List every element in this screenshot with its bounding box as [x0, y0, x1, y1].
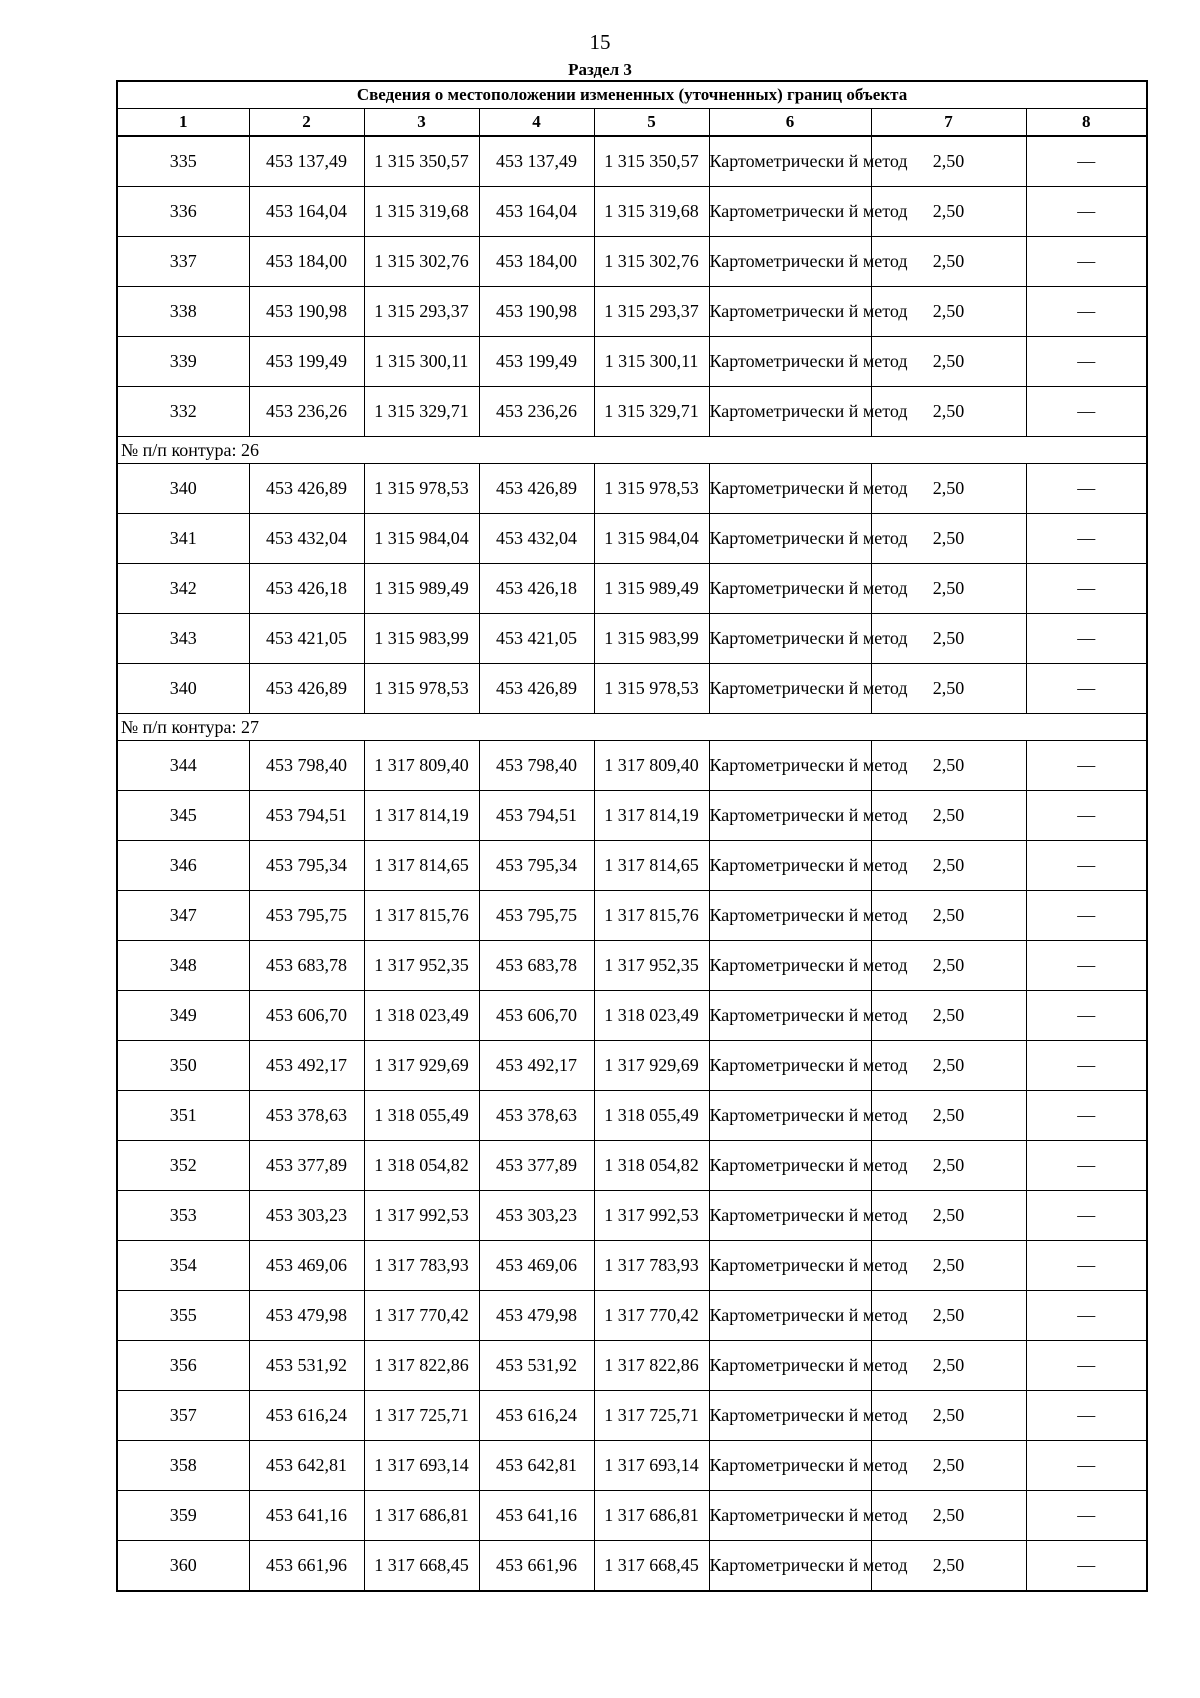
- x-coord-cell: 453 377,89: [249, 1141, 364, 1191]
- x-coord-cell: 453 378,63: [249, 1091, 364, 1141]
- description-cell: —: [1026, 387, 1147, 437]
- point-number-cell: 335: [117, 136, 249, 187]
- contour-separator-row: [117, 714, 1147, 741]
- table-row: [117, 464, 1147, 514]
- y-coord-cell: 1 315 978,53: [364, 464, 479, 514]
- point-number-cell: 357: [117, 1391, 249, 1441]
- method-cell: Картометрически й метод: [709, 187, 871, 237]
- y-coord-new-cell: 1 318 054,82: [594, 1141, 709, 1191]
- point-number-cell: 336: [117, 187, 249, 237]
- table-row: [117, 1091, 1147, 1141]
- x-coord-cell: 453 683,78: [249, 941, 364, 991]
- description-cell: —: [1026, 287, 1147, 337]
- table-row: [117, 614, 1147, 664]
- x-coord-cell: 453 421,05: [249, 614, 364, 664]
- y-coord-cell: 1 317 686,81: [364, 1491, 479, 1541]
- x-coord-new-cell: 453 199,49: [479, 337, 594, 387]
- description-cell: —: [1026, 941, 1147, 991]
- method-cell: Картометрически й метод: [709, 1291, 871, 1341]
- method-cell: Картометрически й метод: [709, 1041, 871, 1091]
- table-row: [117, 1291, 1147, 1341]
- description-cell: —: [1026, 1191, 1147, 1241]
- y-coord-new-cell: 1 315 983,99: [594, 614, 709, 664]
- y-coord-new-cell: 1 317 809,40: [594, 741, 709, 791]
- method-cell: Картометрически й метод: [709, 791, 871, 841]
- point-number-cell: 351: [117, 1091, 249, 1141]
- y-coord-cell: 1 317 693,14: [364, 1441, 479, 1491]
- column-header: 7: [871, 109, 1026, 137]
- x-coord-cell: 453 469,06: [249, 1241, 364, 1291]
- column-header: 3: [364, 109, 479, 137]
- column-header: 2: [249, 109, 364, 137]
- point-number-cell: 345: [117, 791, 249, 841]
- y-coord-new-cell: 1 315 989,49: [594, 564, 709, 614]
- method-cell: Картометрически й метод: [709, 741, 871, 791]
- x-coord-cell: 453 479,98: [249, 1291, 364, 1341]
- point-number-cell: 359: [117, 1491, 249, 1541]
- description-cell: —: [1026, 1141, 1147, 1191]
- point-number-cell: 347: [117, 891, 249, 941]
- y-coord-new-cell: 1 318 023,49: [594, 991, 709, 1041]
- point-number-cell: 360: [117, 1541, 249, 1592]
- x-coord-cell: 453 492,17: [249, 1041, 364, 1091]
- accuracy-cell: 2,50: [871, 1541, 1026, 1592]
- method-cell: Картометрически й метод: [709, 664, 871, 714]
- table-row: [117, 337, 1147, 387]
- x-coord-cell: 453 184,00: [249, 237, 364, 287]
- x-coord-new-cell: 453 683,78: [479, 941, 594, 991]
- y-coord-cell: 1 315 989,49: [364, 564, 479, 614]
- accuracy-cell: 2,50: [871, 1091, 1026, 1141]
- accuracy-cell: 2,50: [871, 1291, 1026, 1341]
- point-number-cell: 338: [117, 287, 249, 337]
- point-number-cell: 332: [117, 387, 249, 437]
- y-coord-cell: 1 317 814,19: [364, 791, 479, 841]
- method-cell: Картометрически й метод: [709, 337, 871, 387]
- y-coord-cell: 1 317 809,40: [364, 741, 479, 791]
- table-row: [117, 1391, 1147, 1441]
- x-coord-cell: 453 190,98: [249, 287, 364, 337]
- x-coord-cell: 453 606,70: [249, 991, 364, 1041]
- x-coord-cell: 453 303,23: [249, 1191, 364, 1241]
- column-header-row: [117, 109, 1147, 137]
- point-number-cell: 342: [117, 564, 249, 614]
- method-cell: Картометрически й метод: [709, 564, 871, 614]
- point-number-cell: 339: [117, 337, 249, 387]
- point-number-cell: 340: [117, 664, 249, 714]
- accuracy-cell: 2,50: [871, 741, 1026, 791]
- y-coord-cell: 1 318 054,82: [364, 1141, 479, 1191]
- method-cell: Картометрически й метод: [709, 1241, 871, 1291]
- x-coord-cell: 453 798,40: [249, 741, 364, 791]
- accuracy-cell: 2,50: [871, 387, 1026, 437]
- description-cell: —: [1026, 741, 1147, 791]
- x-coord-cell: 453 137,49: [249, 136, 364, 187]
- x-coord-new-cell: 453 426,18: [479, 564, 594, 614]
- y-coord-new-cell: 1 317 822,86: [594, 1341, 709, 1391]
- y-coord-new-cell: 1 317 725,71: [594, 1391, 709, 1441]
- y-coord-cell: 1 315 293,37: [364, 287, 479, 337]
- table-row: [117, 287, 1147, 337]
- x-coord-cell: 453 616,24: [249, 1391, 364, 1441]
- method-cell: Картометрически й метод: [709, 841, 871, 891]
- y-coord-new-cell: 1 315 293,37: [594, 287, 709, 337]
- y-coord-cell: 1 315 983,99: [364, 614, 479, 664]
- method-cell: Картометрически й метод: [709, 1441, 871, 1491]
- column-header: 8: [1026, 109, 1147, 137]
- y-coord-new-cell: 1 315 984,04: [594, 514, 709, 564]
- table-row: [117, 891, 1147, 941]
- method-cell: Картометрически й метод: [709, 1091, 871, 1141]
- x-coord-cell: 453 531,92: [249, 1341, 364, 1391]
- description-cell: —: [1026, 514, 1147, 564]
- accuracy-cell: 2,50: [871, 1191, 1026, 1241]
- accuracy-cell: 2,50: [871, 136, 1026, 187]
- table-row: [117, 1441, 1147, 1491]
- y-coord-new-cell: 1 317 929,69: [594, 1041, 709, 1091]
- x-coord-cell: 453 795,34: [249, 841, 364, 891]
- column-header: 5: [594, 109, 709, 137]
- x-coord-new-cell: 453 469,06: [479, 1241, 594, 1291]
- accuracy-cell: 2,50: [871, 941, 1026, 991]
- accuracy-cell: 2,50: [871, 791, 1026, 841]
- page-number: 15: [589, 30, 611, 54]
- x-coord-new-cell: 453 616,24: [479, 1391, 594, 1441]
- accuracy-cell: 2,50: [871, 564, 1026, 614]
- description-cell: —: [1026, 991, 1147, 1041]
- accuracy-cell: 2,50: [871, 237, 1026, 287]
- y-coord-cell: 1 317 929,69: [364, 1041, 479, 1091]
- x-coord-cell: 453 426,89: [249, 664, 364, 714]
- description-cell: —: [1026, 464, 1147, 514]
- description-cell: —: [1026, 337, 1147, 387]
- point-number-cell: 341: [117, 514, 249, 564]
- x-coord-cell: 453 426,89: [249, 464, 364, 514]
- x-coord-cell: 453 164,04: [249, 187, 364, 237]
- y-coord-cell: 1 315 319,68: [364, 187, 479, 237]
- y-coord-cell: 1 315 302,76: [364, 237, 479, 287]
- method-cell: Картометрически й метод: [709, 1541, 871, 1592]
- contour-separator-row: [117, 437, 1147, 464]
- contour-label: № п/п контура: 26: [117, 437, 1147, 464]
- point-number-cell: 356: [117, 1341, 249, 1391]
- point-number-cell: 344: [117, 741, 249, 791]
- y-coord-new-cell: 1 318 055,49: [594, 1091, 709, 1141]
- x-coord-cell: 453 432,04: [249, 514, 364, 564]
- section-title: Раздел 3: [568, 60, 632, 79]
- method-cell: Картометрически й метод: [709, 1341, 871, 1391]
- y-coord-cell: 1 317 814,65: [364, 841, 479, 891]
- x-coord-new-cell: 453 531,92: [479, 1341, 594, 1391]
- x-coord-cell: 453 199,49: [249, 337, 364, 387]
- table-row: [117, 664, 1147, 714]
- description-cell: —: [1026, 1291, 1147, 1341]
- x-coord-cell: 453 642,81: [249, 1441, 364, 1491]
- table-body: [117, 136, 1147, 1591]
- y-coord-new-cell: 1 315 350,57: [594, 136, 709, 187]
- y-coord-new-cell: 1 315 300,11: [594, 337, 709, 387]
- boundary-coordinates-table: [116, 80, 1148, 1592]
- table-row: [117, 841, 1147, 891]
- description-cell: —: [1026, 1241, 1147, 1291]
- x-coord-new-cell: 453 421,05: [479, 614, 594, 664]
- accuracy-cell: 2,50: [871, 337, 1026, 387]
- method-cell: Картометрически й метод: [709, 991, 871, 1041]
- description-cell: —: [1026, 187, 1147, 237]
- point-number-cell: 358: [117, 1441, 249, 1491]
- description-cell: —: [1026, 664, 1147, 714]
- contour-label: № п/п контура: 27: [117, 714, 1147, 741]
- method-cell: Картометрически й метод: [709, 941, 871, 991]
- method-cell: Картометрически й метод: [709, 614, 871, 664]
- table-row: [117, 1141, 1147, 1191]
- x-coord-new-cell: 453 798,40: [479, 741, 594, 791]
- point-number-cell: 352: [117, 1141, 249, 1191]
- table-row: [117, 564, 1147, 614]
- y-coord-new-cell: 1 317 814,19: [594, 791, 709, 841]
- table-row: [117, 514, 1147, 564]
- description-cell: —: [1026, 564, 1147, 614]
- accuracy-cell: 2,50: [871, 664, 1026, 714]
- description-cell: —: [1026, 614, 1147, 664]
- description-cell: —: [1026, 237, 1147, 287]
- x-coord-new-cell: 453 303,23: [479, 1191, 594, 1241]
- table-row: [117, 1191, 1147, 1241]
- x-coord-cell: 453 236,26: [249, 387, 364, 437]
- table-row: [117, 1491, 1147, 1541]
- y-coord-new-cell: 1 317 992,53: [594, 1191, 709, 1241]
- accuracy-cell: 2,50: [871, 287, 1026, 337]
- method-cell: Картометрически й метод: [709, 1491, 871, 1541]
- accuracy-cell: 2,50: [871, 891, 1026, 941]
- x-coord-new-cell: 453 378,63: [479, 1091, 594, 1141]
- point-number-cell: 350: [117, 1041, 249, 1091]
- x-coord-new-cell: 453 492,17: [479, 1041, 594, 1091]
- table-row: [117, 991, 1147, 1041]
- x-coord-new-cell: 453 795,34: [479, 841, 594, 891]
- method-cell: Картометрически й метод: [709, 464, 871, 514]
- description-cell: —: [1026, 1091, 1147, 1141]
- point-number-cell: 354: [117, 1241, 249, 1291]
- accuracy-cell: 2,50: [871, 1391, 1026, 1441]
- y-coord-new-cell: 1 317 693,14: [594, 1441, 709, 1491]
- y-coord-new-cell: 1 317 686,81: [594, 1491, 709, 1541]
- x-coord-new-cell: 453 236,26: [479, 387, 594, 437]
- x-coord-new-cell: 453 661,96: [479, 1541, 594, 1592]
- y-coord-cell: 1 318 023,49: [364, 991, 479, 1041]
- method-cell: Картометрически й метод: [709, 1141, 871, 1191]
- y-coord-cell: 1 317 992,53: [364, 1191, 479, 1241]
- y-coord-new-cell: 1 315 329,71: [594, 387, 709, 437]
- table-title: Сведения о местоположении измененных (уточненных) границ объекта: [117, 81, 1147, 109]
- description-cell: —: [1026, 1491, 1147, 1541]
- x-coord-new-cell: 453 479,98: [479, 1291, 594, 1341]
- point-number-cell: 349: [117, 991, 249, 1041]
- y-coord-cell: 1 317 770,42: [364, 1291, 479, 1341]
- point-number-cell: 337: [117, 237, 249, 287]
- x-coord-new-cell: 453 377,89: [479, 1141, 594, 1191]
- y-coord-cell: 1 317 815,76: [364, 891, 479, 941]
- point-number-cell: 343: [117, 614, 249, 664]
- accuracy-cell: 2,50: [871, 1491, 1026, 1541]
- method-cell: Картометрически й метод: [709, 237, 871, 287]
- table-row: [117, 1341, 1147, 1391]
- description-cell: —: [1026, 841, 1147, 891]
- description-cell: —: [1026, 891, 1147, 941]
- description-cell: —: [1026, 136, 1147, 187]
- description-cell: —: [1026, 1041, 1147, 1091]
- y-coord-cell: 1 317 783,93: [364, 1241, 479, 1291]
- table-row: [117, 237, 1147, 287]
- y-coord-cell: 1 315 978,53: [364, 664, 479, 714]
- table-row: [117, 1041, 1147, 1091]
- x-coord-new-cell: 453 642,81: [479, 1441, 594, 1491]
- column-header: 1: [117, 109, 249, 137]
- point-number-cell: 355: [117, 1291, 249, 1341]
- accuracy-cell: 2,50: [871, 187, 1026, 237]
- y-coord-new-cell: 1 315 319,68: [594, 187, 709, 237]
- x-coord-new-cell: 453 184,00: [479, 237, 594, 287]
- accuracy-cell: 2,50: [871, 1141, 1026, 1191]
- x-coord-cell: 453 641,16: [249, 1491, 364, 1541]
- method-cell: Картометрически й метод: [709, 287, 871, 337]
- y-coord-new-cell: 1 317 814,65: [594, 841, 709, 891]
- accuracy-cell: 2,50: [871, 1241, 1026, 1291]
- point-number-cell: 353: [117, 1191, 249, 1241]
- accuracy-cell: 2,50: [871, 614, 1026, 664]
- description-cell: —: [1026, 1541, 1147, 1592]
- y-coord-cell: 1 315 300,11: [364, 337, 479, 387]
- table-row: [117, 741, 1147, 791]
- x-coord-new-cell: 453 606,70: [479, 991, 594, 1041]
- table-row: [117, 941, 1147, 991]
- y-coord-new-cell: 1 315 302,76: [594, 237, 709, 287]
- method-cell: Картометрически й метод: [709, 1191, 871, 1241]
- y-coord-cell: 1 318 055,49: [364, 1091, 479, 1141]
- x-coord-new-cell: 453 137,49: [479, 136, 594, 187]
- x-coord-cell: 453 794,51: [249, 791, 364, 841]
- x-coord-new-cell: 453 794,51: [479, 791, 594, 841]
- y-coord-cell: 1 317 668,45: [364, 1541, 479, 1592]
- description-cell: —: [1026, 791, 1147, 841]
- y-coord-cell: 1 317 952,35: [364, 941, 479, 991]
- x-coord-new-cell: 453 426,89: [479, 464, 594, 514]
- x-coord-new-cell: 453 432,04: [479, 514, 594, 564]
- table-row: [117, 187, 1147, 237]
- accuracy-cell: 2,50: [871, 841, 1026, 891]
- table-row: [117, 387, 1147, 437]
- table-row: [117, 791, 1147, 841]
- table-row: [117, 136, 1147, 187]
- y-coord-cell: 1 317 822,86: [364, 1341, 479, 1391]
- accuracy-cell: 2,50: [871, 1441, 1026, 1491]
- point-number-cell: 348: [117, 941, 249, 991]
- x-coord-new-cell: 453 190,98: [479, 287, 594, 337]
- y-coord-cell: 1 315 350,57: [364, 136, 479, 187]
- y-coord-cell: 1 315 984,04: [364, 514, 479, 564]
- accuracy-cell: 2,50: [871, 514, 1026, 564]
- accuracy-cell: 2,50: [871, 991, 1026, 1041]
- method-cell: Картометрически й метод: [709, 1391, 871, 1441]
- description-cell: —: [1026, 1341, 1147, 1391]
- y-coord-new-cell: 1 315 978,53: [594, 464, 709, 514]
- point-number-cell: 346: [117, 841, 249, 891]
- x-coord-cell: 453 795,75: [249, 891, 364, 941]
- method-cell: Картометрически й метод: [709, 387, 871, 437]
- method-cell: Картометрически й метод: [709, 136, 871, 187]
- y-coord-new-cell: 1 317 815,76: [594, 891, 709, 941]
- y-coord-new-cell: 1 315 978,53: [594, 664, 709, 714]
- y-coord-new-cell: 1 317 668,45: [594, 1541, 709, 1592]
- y-coord-new-cell: 1 317 783,93: [594, 1241, 709, 1291]
- table-row: [117, 1241, 1147, 1291]
- x-coord-cell: 453 661,96: [249, 1541, 364, 1592]
- column-header: 6: [709, 109, 871, 137]
- y-coord-new-cell: 1 317 952,35: [594, 941, 709, 991]
- description-cell: —: [1026, 1441, 1147, 1491]
- point-number-cell: 340: [117, 464, 249, 514]
- accuracy-cell: 2,50: [871, 1041, 1026, 1091]
- x-coord-new-cell: 453 164,04: [479, 187, 594, 237]
- accuracy-cell: 2,50: [871, 464, 1026, 514]
- y-coord-cell: 1 317 725,71: [364, 1391, 479, 1441]
- method-cell: Картометрически й метод: [709, 891, 871, 941]
- x-coord-new-cell: 453 426,89: [479, 664, 594, 714]
- x-coord-cell: 453 426,18: [249, 564, 364, 614]
- y-coord-new-cell: 1 317 770,42: [594, 1291, 709, 1341]
- x-coord-new-cell: 453 795,75: [479, 891, 594, 941]
- accuracy-cell: 2,50: [871, 1341, 1026, 1391]
- x-coord-new-cell: 453 641,16: [479, 1491, 594, 1541]
- method-cell: Картометрически й метод: [709, 514, 871, 564]
- column-header: 4: [479, 109, 594, 137]
- description-cell: —: [1026, 1391, 1147, 1441]
- y-coord-cell: 1 315 329,71: [364, 387, 479, 437]
- table-row: [117, 1541, 1147, 1592]
